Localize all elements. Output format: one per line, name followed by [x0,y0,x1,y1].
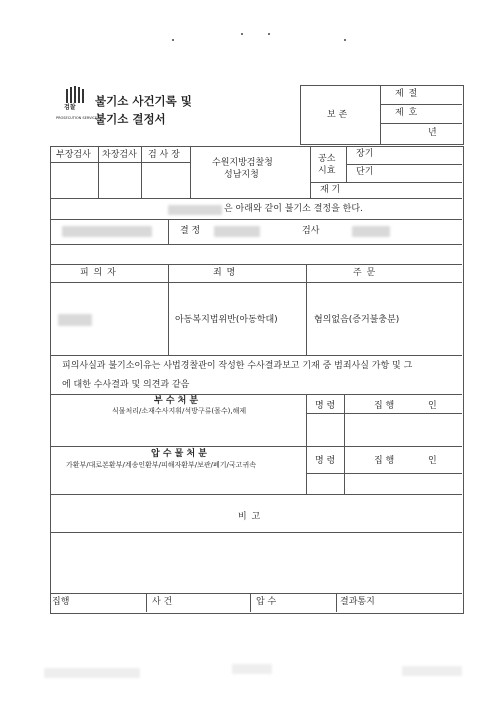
footer-exec: 집행 [52,597,70,607]
decision-label: 결 정 [180,226,201,236]
crime-cell: 아동복지법위반(아동학대) [175,315,278,325]
prosecution-logo [62,86,88,118]
col-header-order: 주 문 [353,268,377,278]
redacted-footer-left [44,668,140,678]
reprosecute-label: 재 기 [320,185,341,195]
form-title-line1: 불기소 사건기록 및 [95,94,192,108]
prosecutor-label: 검사 [302,226,320,236]
seized-title: 압 수 물 처 분 [151,449,208,459]
seized-items: 가환부/대로본환부/계송인환부/피해자환부/보관/폐기/국고귀속 [66,461,256,469]
limitation-short: 단기 [356,167,374,177]
redacted-footer-mid [232,664,272,674]
redacted-suspect-name [58,314,92,326]
facts-text-line1: 피의사실과 불기소이유는 사법경찰관이 작성한 수사결과보고 기재 중 범죄사실 가항 및 그 [62,361,413,371]
form-title-line2: 불기소 결정서 [95,112,166,126]
retention-section: 제 절 [395,89,419,99]
seized-seal-label: 인 [428,456,437,466]
scan-speck [344,39,346,41]
remarks-label: 비 고 [238,512,262,522]
logo-subtext: PROSECUTION SERVICE [56,116,98,120]
retention-year: 년 [428,128,437,138]
limitation-long: 장기 [356,149,374,159]
redacted-case-number [62,226,152,237]
sig-chief-prosecutor: 부장검사 [56,150,91,160]
redacted-case [168,205,222,215]
attached-seal-label: 인 [428,401,437,411]
seized-order-label: 명 령 [315,456,336,466]
office-branch: 성남지청 [224,170,259,180]
attached-exec-label: 집 행 [374,401,395,411]
col-header-charge: 죄 명 [213,268,237,278]
attached-order-label: 명 령 [315,401,336,411]
footer-case: 사 건 [152,597,173,607]
redacted-prosecutor-name [352,226,390,237]
limitation-label-2: 시효 [318,166,336,176]
col-header-suspect: 피 의 자 [80,268,117,278]
logo-text: 검찰 [64,104,76,111]
scan-speck [241,33,243,35]
office-name: 수원지방검찰청 [212,158,273,168]
sig-deputy-chief: 차장검사 [102,150,137,160]
attached-items: 식물처리/소재수사지휘/석방구류(몰수),해제 [112,407,247,415]
scan-speck [172,39,174,41]
footer-seizure: 압 수 [256,597,277,607]
seized-exec-label: 집 행 [374,456,395,466]
redacted-decision-date [214,226,260,237]
decision-statement: 은 아래와 같이 불기소 결정을 한다. [224,204,363,214]
retention-label: 보 존 [327,110,348,120]
attached-title: 부 수 처 분 [154,396,199,406]
redacted-footer-right [402,666,462,676]
order-cell: 혐의없음(증거불충분) [314,315,400,325]
limitation-label-1: 공소 [318,154,336,164]
retention-number: 제 호 [395,108,419,118]
sig-office-head: 검 사 장 [148,150,180,160]
scan-speck [268,33,270,35]
retention-box [300,85,464,145]
footer-notice: 결과통지 [340,597,375,607]
logo-bars-icon [64,86,90,104]
facts-text-line2: 에 대한 수사결과 및 의견과 같음 [62,380,190,390]
